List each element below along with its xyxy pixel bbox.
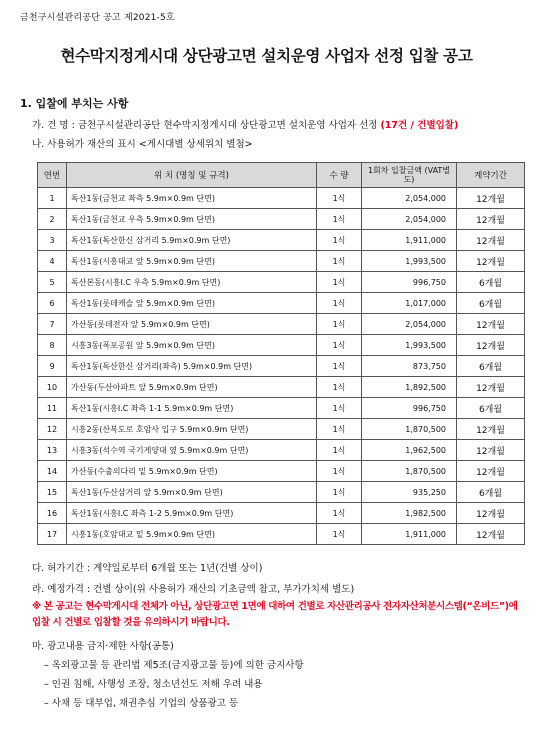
cell-quantity: 1식 <box>317 503 362 524</box>
cell-contract-period: 12개월 <box>457 419 525 440</box>
cell-contract-period: 12개월 <box>457 314 525 335</box>
cell-contract-period: 12개월 <box>457 188 525 209</box>
table-row <box>38 188 525 209</box>
table-row <box>38 272 525 293</box>
cell-quantity: 1식 <box>317 524 362 545</box>
cell-contract-period: 12개월 <box>457 461 525 482</box>
cell-location: 독산1동(두산삼거리 앞 5.9m×0.9m 단면) <box>67 482 317 503</box>
table-header-row <box>38 163 525 188</box>
cell-quantity: 1식 <box>317 188 362 209</box>
header-no: 연번 <box>38 163 67 188</box>
property-table <box>37 162 525 545</box>
cell-quantity: 1식 <box>317 314 362 335</box>
cell-bid-amount: 1,892,500 <box>362 377 457 398</box>
table-row <box>38 398 525 419</box>
cell-location: 시흥1동(호암대교 밑 5.9m×0.9m 단면) <box>67 524 317 545</box>
document-number: 금천구시설관리공단 공고 제2021-5호 <box>20 13 175 23</box>
cell-quantity: 1식 <box>317 440 362 461</box>
cell-contract-period: 6개월 <box>457 272 525 293</box>
item-ra: 라. 예정가격 : 건별 상이(위 사용허가 재산의 기초금액 참고, 부가가치세 별도) <box>32 584 355 595</box>
cell-contract-period: 12개월 <box>457 377 525 398</box>
page-title: 현수막지정게시대 상단광고면 설치운영 사업자 선정 입찰 공고 <box>60 46 473 65</box>
cell-quantity: 1식 <box>317 335 362 356</box>
cell-quantity: 1식 <box>317 482 362 503</box>
cell-bid-amount: 1,993,500 <box>362 251 457 272</box>
cell-location: 가산동(수출의다리 밑 5.9m×0.9m 단면) <box>67 461 317 482</box>
cell-contract-period: 6개월 <box>457 398 525 419</box>
cell-location: 시흥3동(폭포공원 앞 5.9m×0.9m 단면) <box>67 335 317 356</box>
cell-location: 독산1동(독산한신 삼거리(좌측) 5.9m×0.9m 단면) <box>67 356 317 377</box>
item-ga-highlight: (17건 / 건별입찰) <box>380 120 459 131</box>
cell-no: 5 <box>38 272 67 293</box>
cell-quantity: 1식 <box>317 293 362 314</box>
cell-bid-amount: 996,750 <box>362 398 457 419</box>
notice-text: ※ 본 공고는 현수막게시대 전체가 아닌, 상단광고면 1면에 대하여 건별로 자산관리공사 전자자산처분시스템(“온비드”)에 입찰 시 건별로 입찰할 것을 유의하시기 바랍니다. <box>32 601 518 628</box>
cell-quantity: 1식 <box>317 461 362 482</box>
cell-location: 가산동(두산아파트 앞 5.9m×0.9m 단면) <box>67 377 317 398</box>
cell-no: 2 <box>38 209 67 230</box>
cell-no: 6 <box>38 293 67 314</box>
cell-quantity: 1식 <box>317 272 362 293</box>
header-bid-amount: 1회차 입찰금액 (VAT별도) <box>362 163 457 188</box>
cell-quantity: 1식 <box>317 419 362 440</box>
cell-quantity: 1식 <box>317 398 362 419</box>
cell-location: 독산1동(금천교 우측 5.9m×0.9m 단면) <box>67 209 317 230</box>
cell-location: 가산동(롯데전자 앞 5.9m×0.9m 단면) <box>67 314 317 335</box>
header-location: 위 치 (명칭 및 규격) <box>67 163 317 188</box>
cell-no: 1 <box>38 188 67 209</box>
cell-quantity: 1식 <box>317 230 362 251</box>
cell-bid-amount: 2,054,000 <box>362 314 457 335</box>
cell-bid-amount: 873,750 <box>362 356 457 377</box>
cell-no: 14 <box>38 461 67 482</box>
cell-location: 독산1동(시흥I.C 좌측 1-1 5.9m×0.9m 단면) <box>67 398 317 419</box>
cell-no: 3 <box>38 230 67 251</box>
cell-bid-amount: 2,054,000 <box>362 188 457 209</box>
cell-no: 15 <box>38 482 67 503</box>
cell-contract-period: 12개월 <box>457 335 525 356</box>
cell-contract-period: 12개월 <box>457 209 525 230</box>
section-heading: 1. 입찰에 부치는 사항 <box>20 97 129 110</box>
item-ga-text: 가. 건 명 : 금천구시설관리공단 현수막지정게시대 상단광고면 설치운영 사업자 선정 <box>32 120 378 131</box>
cell-no: 4 <box>38 251 67 272</box>
cell-bid-amount: 2,054,000 <box>362 209 457 230</box>
cell-bid-amount: 1,993,500 <box>362 335 457 356</box>
restriction-item: – 사채 등 대부업, 채권추심 기업의 상품광고 등 <box>44 698 239 709</box>
cell-no: 12 <box>38 419 67 440</box>
cell-contract-period: 12개월 <box>457 503 525 524</box>
item-ga <box>32 117 458 131</box>
cell-quantity: 1식 <box>317 209 362 230</box>
table-row <box>38 503 525 524</box>
cell-location: 시흥3동(석수역 국기게양대 옆 5.9m×0.9m 단면) <box>67 440 317 461</box>
cell-no: 16 <box>38 503 67 524</box>
cell-quantity: 1식 <box>317 356 362 377</box>
restriction-item: – 옥외광고물 등 관리법 제5조(금지광고물 등)에 의한 금지사항 <box>44 660 304 671</box>
cell-contract-period: 12개월 <box>457 251 525 272</box>
item-ma: 마. 광고내용 금지·제한 사항(공통) <box>32 641 174 652</box>
table-row <box>38 230 525 251</box>
restriction-item: – 인권 침해, 사행성 조장, 청소년선도 저해 우려 내용 <box>44 679 263 690</box>
table-row <box>38 377 525 398</box>
cell-bid-amount: 1,982,500 <box>362 503 457 524</box>
table-row <box>38 314 525 335</box>
table-row <box>38 251 525 272</box>
cell-location: 독산본동(시흥I.C 우측 5.9m×0.9m 단면) <box>67 272 317 293</box>
cell-bid-amount: 935,250 <box>362 482 457 503</box>
cell-contract-period: 12개월 <box>457 524 525 545</box>
cell-bid-amount: 1,017,000 <box>362 293 457 314</box>
table-row <box>38 209 525 230</box>
header-quantity: 수 량 <box>317 163 362 188</box>
cell-contract-period: 6개월 <box>457 293 525 314</box>
cell-quantity: 1식 <box>317 377 362 398</box>
cell-location: 독산1동(금천교 좌측 5.9m×0.9m 단면) <box>67 188 317 209</box>
cell-contract-period: 12개월 <box>457 440 525 461</box>
cell-bid-amount: 1,870,500 <box>362 461 457 482</box>
table-row <box>38 482 525 503</box>
table-row <box>38 461 525 482</box>
cell-no: 11 <box>38 398 67 419</box>
cell-bid-amount: 1,911,000 <box>362 524 457 545</box>
item-na: 나. 사용허가 재산의 표시 <게시대별 상세위치 별첨> <box>32 139 253 150</box>
cell-contract-period: 12개월 <box>457 230 525 251</box>
table-row <box>38 335 525 356</box>
cell-quantity: 1식 <box>317 251 362 272</box>
header-contract-period: 계약기간 <box>457 163 525 188</box>
cell-bid-amount: 1,870,500 <box>362 419 457 440</box>
table-row <box>38 419 525 440</box>
table-row <box>38 356 525 377</box>
cell-bid-amount: 1,962,500 <box>362 440 457 461</box>
cell-bid-amount: 1,911,000 <box>362 230 457 251</box>
cell-no: 13 <box>38 440 67 461</box>
cell-location: 독산1동(독산한신 삼거리 5.9m×0.9m 단면) <box>67 230 317 251</box>
table-row <box>38 440 525 461</box>
cell-no: 10 <box>38 377 67 398</box>
table-row <box>38 293 525 314</box>
cell-location: 독산1동(시흥대교 앞 5.9m×0.9m 단면) <box>67 251 317 272</box>
cell-no: 8 <box>38 335 67 356</box>
cell-location: 시흥2동(산복도로 호암사 입구 5.9m×0.9m 단면) <box>67 419 317 440</box>
cell-no: 17 <box>38 524 67 545</box>
cell-contract-period: 6개월 <box>457 482 525 503</box>
cell-contract-period: 6개월 <box>457 356 525 377</box>
cell-no: 9 <box>38 356 67 377</box>
cell-no: 7 <box>38 314 67 335</box>
item-da: 다. 허가기간 : 계약일로부터 6개월 또는 1년(건별 상이) <box>32 563 263 574</box>
cell-location: 독산1동(롯데캐슬 앞 5.9m×0.9m 단면) <box>67 293 317 314</box>
cell-location: 독산1동(시흥I.C 좌측 1-2 5.9m×0.9m 단면) <box>67 503 317 524</box>
table-row <box>38 524 525 545</box>
cell-bid-amount: 996,750 <box>362 272 457 293</box>
